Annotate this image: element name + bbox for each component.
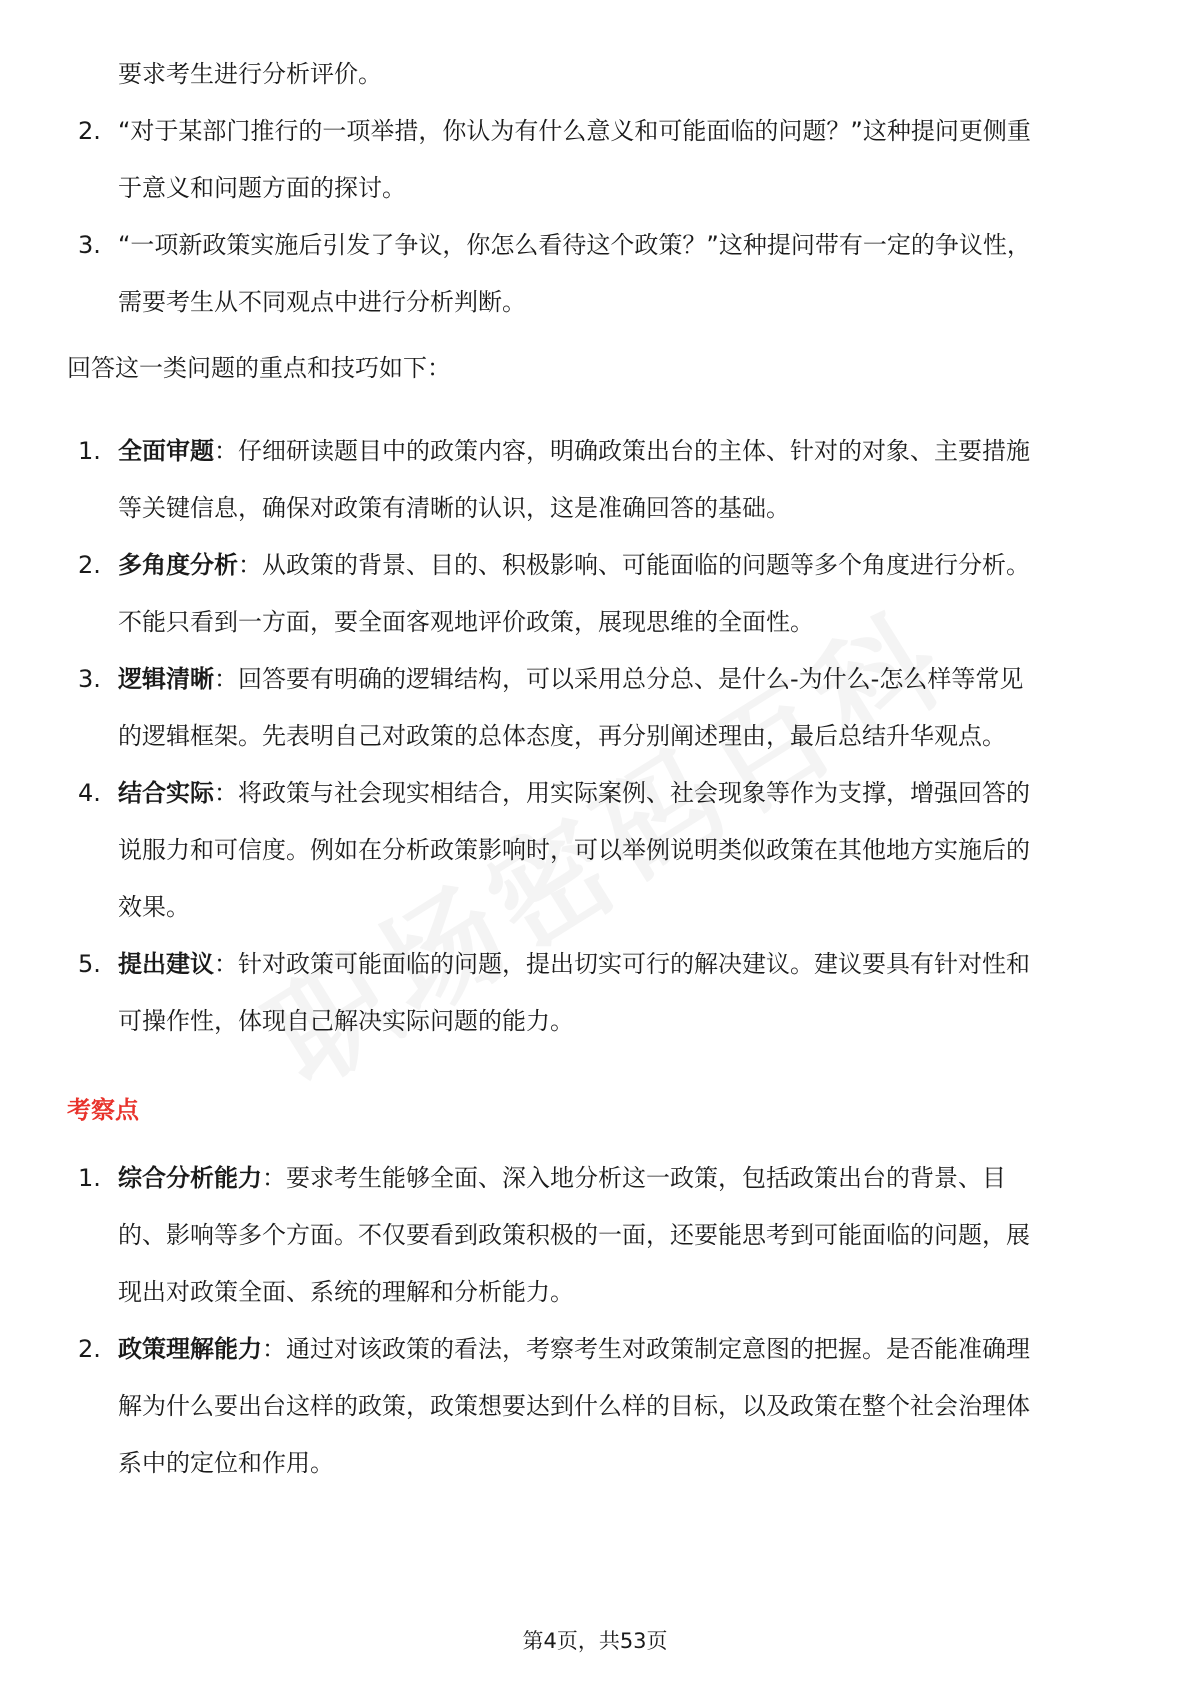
tip-title: 结合实际: [118, 779, 214, 807]
tips-intro: 回答这一类问题的重点和技巧如下：: [67, 354, 451, 382]
list-item: [64, 651, 1034, 765]
list-item: [64, 537, 1034, 651]
list-text: “对于某部门推行的一项举措，你认为有什么意义和可能面临的问题？”这种提问更侧重于意义和问题方面的探讨。: [118, 117, 1031, 202]
intro-continuation: 要求考生进行分析评价。: [118, 60, 382, 88]
tip-text: ：仔细研读题目中的政策内容，明确政策出台的主体、针对的对象、主要措施等关键信息，确保对政策有清晰的认识，这是准确回答的基础。: [118, 437, 1030, 522]
list-text: “一项新政策实施后引发了争议，你怎么看待这个政策？”这种提问带有一定的争议性，需要考生从不同观点中进行分析判断。: [118, 231, 1031, 316]
points-list: [64, 1150, 1034, 1492]
tip-text: ：回答要有明确的逻辑结构，可以采用总分总、是什么-为什么-怎么样等常见的逻辑框架。先表明自己对政策的总体态度，再分别阐述理由，最后总结升华观点。: [118, 665, 1024, 750]
tips-list: [64, 423, 1034, 1050]
tip-text: ：针对政策可能面临的问题，提出切实可行的解决建议。建议要具有针对性和可操作性，体现自己解决实际问题的能力。: [118, 950, 1030, 1035]
list-item: [64, 765, 1034, 936]
tip-text: ：从政策的背景、目的、积极影响、可能面临的问题等多个角度进行分析。不能只看到一方面，要全面客观地评价政策，展现思维的全面性。: [118, 551, 1030, 636]
point-text: ：要求考生能够全面、深入地分析这一政策，包括政策出台的背景、目的、影响等多个方面。不仅要看到政策积极的一面，还要能思考到可能面临的问题，展现出对政策全面、系统的理解和分析能力。: [118, 1164, 1030, 1306]
list-number: 3.: [78, 231, 101, 259]
list-number: 4.: [78, 779, 101, 807]
point-text: ：通过对该政策的看法，考察考生对政策制定意图的把握。是否能准确理解为什么要出台这样的政策，政策想要达到什么样的目标，以及政策在整个社会治理体系中的定位和作用。: [118, 1335, 1030, 1477]
list-item: [64, 1150, 1034, 1321]
tip-title: 提出建议: [118, 950, 214, 978]
list-item: [64, 1321, 1034, 1492]
list-number: 3.: [78, 665, 101, 693]
question-type-list: [64, 103, 1034, 331]
point-title: 政策理解能力: [118, 1335, 262, 1363]
tip-title: 全面审题: [118, 437, 214, 465]
list-number: 5.: [78, 950, 101, 978]
list-item: [64, 936, 1034, 1050]
tip-text: ：将政策与社会现实相结合，用实际案例、社会现象等作为支撑，增强回答的说服力和可信度。例如在分析政策影响时，可以举例说明类似政策在其他地方实施后的效果。: [118, 779, 1030, 921]
list-item: [64, 217, 1034, 331]
list-number: 1.: [78, 1164, 101, 1192]
tip-title: 多角度分析: [118, 551, 238, 579]
list-number: 1.: [78, 437, 101, 465]
section-title: 考察点: [67, 1096, 139, 1124]
list-number: 2.: [78, 117, 101, 145]
list-number: 2.: [78, 1335, 101, 1363]
list-item: [64, 103, 1034, 217]
tip-title: 逻辑清晰: [118, 665, 214, 693]
point-title: 综合分析能力: [118, 1164, 262, 1192]
list-item: [64, 423, 1034, 537]
page-footer: 第4页，共53页: [522, 1629, 668, 1653]
list-number: 2.: [78, 551, 101, 579]
